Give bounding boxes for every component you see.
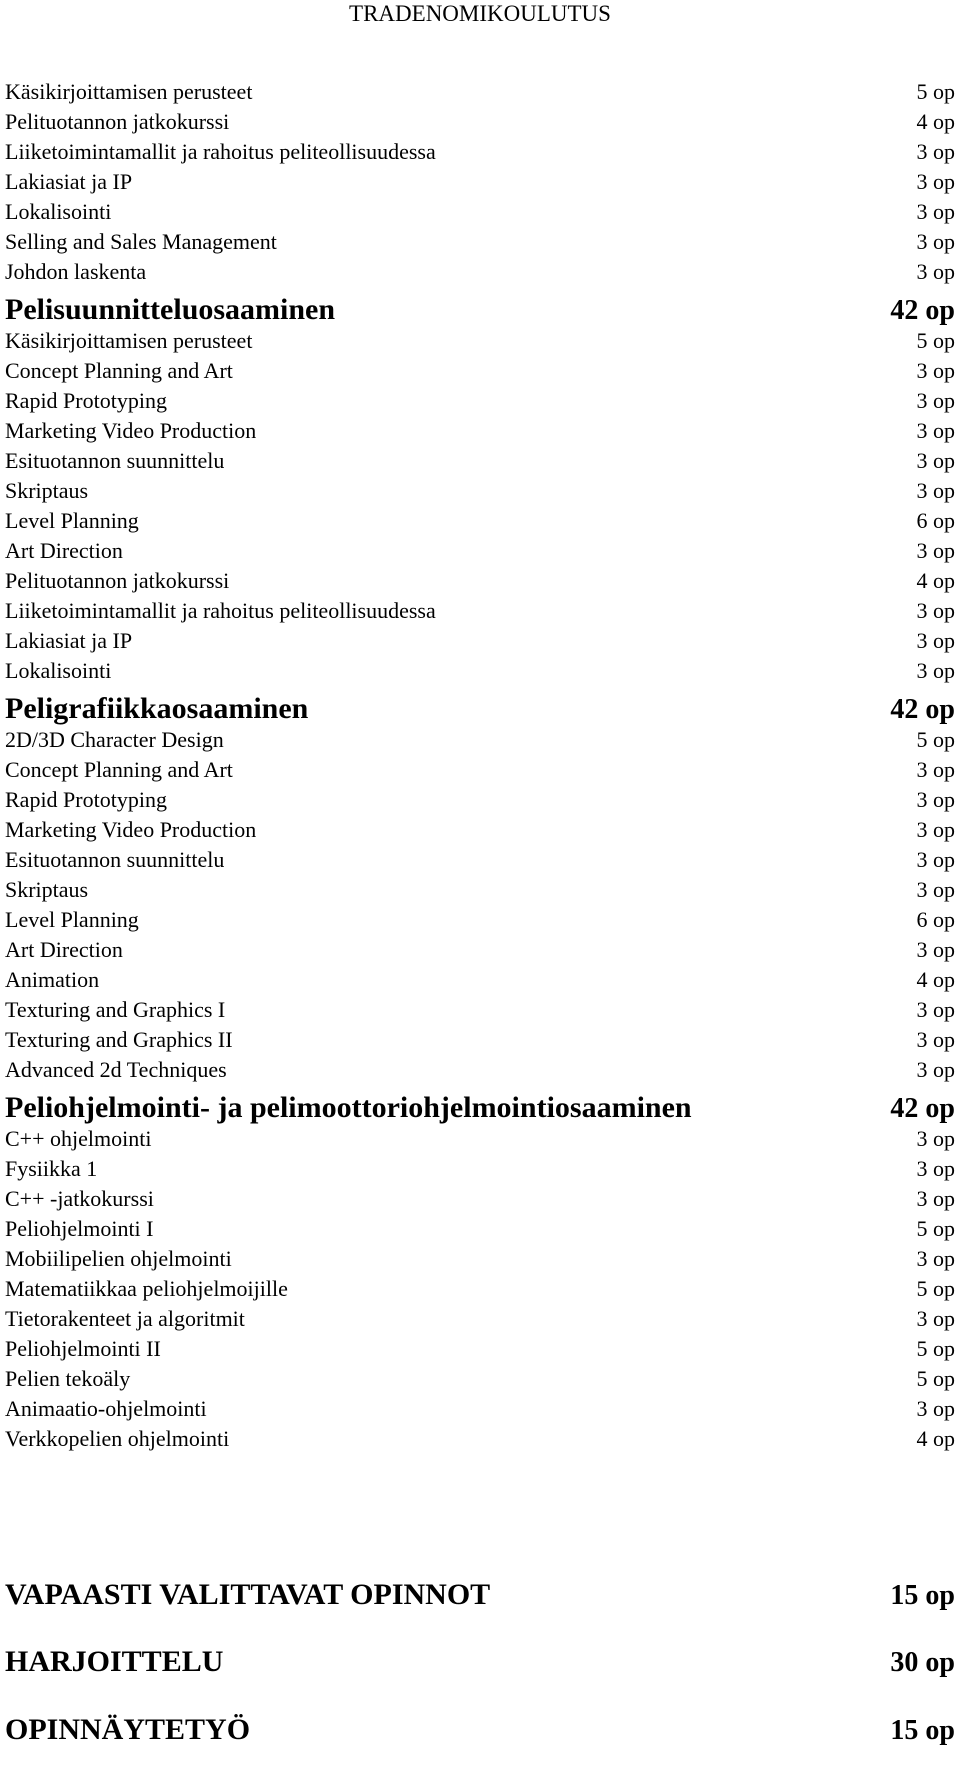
course-name: Marketing Video Production xyxy=(5,418,257,443)
course-name: Peliohjelmointi II xyxy=(5,1336,161,1361)
course-credits: 5 op xyxy=(916,727,955,752)
course-row xyxy=(5,386,955,416)
course-credits: 3 op xyxy=(916,388,955,413)
course-row xyxy=(5,626,955,656)
course-row xyxy=(5,656,955,686)
section-title: Peligrafiikkaosaaminen xyxy=(5,692,309,725)
course-credits: 5 op xyxy=(916,1276,955,1301)
course-name: Skriptaus xyxy=(5,877,89,902)
summary-title: HARJOITTELU xyxy=(5,1645,224,1678)
course-name: Pelituotannon jatkokurssi xyxy=(5,109,230,134)
summary-credits: 15 op xyxy=(890,1580,955,1611)
course-row xyxy=(5,1244,955,1274)
course-credits: 3 op xyxy=(916,229,955,254)
course-name: Skriptaus xyxy=(5,478,89,503)
section-title: Peliohjelmointi- ja pelimoottoriohjelmointiosaaminen xyxy=(5,1091,692,1124)
course-name: Level Planning xyxy=(5,907,139,932)
course-credits: 3 op xyxy=(916,538,955,563)
course-name: Lakiasiat ja IP xyxy=(5,628,133,653)
course-row xyxy=(5,1364,955,1394)
section-header xyxy=(5,294,955,326)
course-row xyxy=(5,755,955,785)
course-credits: 3 op xyxy=(916,1396,955,1421)
course-name: Lakiasiat ja IP xyxy=(5,169,133,194)
course-row xyxy=(5,476,955,506)
summary-credits: 15 op xyxy=(890,1715,955,1746)
course-credits: 3 op xyxy=(916,169,955,194)
course-row xyxy=(5,356,955,386)
course-credits: 3 op xyxy=(916,418,955,443)
course-row xyxy=(5,785,955,815)
course-row xyxy=(5,845,955,875)
course-row xyxy=(5,227,955,257)
course-name: C++ ohjelmointi xyxy=(5,1126,152,1151)
course-credits: 3 op xyxy=(916,1156,955,1181)
course-name: Selling and Sales Management xyxy=(5,229,277,254)
course-credits: 3 op xyxy=(916,1126,955,1151)
course-credits: 3 op xyxy=(916,877,955,902)
course-section xyxy=(5,693,955,1085)
course-credits: 5 op xyxy=(916,79,955,104)
course-credits: 5 op xyxy=(916,1366,955,1391)
course-credits: 3 op xyxy=(916,448,955,473)
course-name: Johdon laskenta xyxy=(5,259,147,284)
course-credits: 3 op xyxy=(916,598,955,623)
course-row xyxy=(5,107,955,137)
course-credits: 3 op xyxy=(916,658,955,683)
course-row xyxy=(5,1025,955,1055)
course-name: Concept Planning and Art xyxy=(5,757,233,782)
summary-row-internship xyxy=(5,1645,955,1679)
course-name: Fysiikka 1 xyxy=(5,1156,98,1181)
course-row xyxy=(5,1334,955,1364)
course-credits: 4 op xyxy=(916,109,955,134)
course-row xyxy=(5,536,955,566)
summary-row-thesis xyxy=(5,1713,955,1747)
course-row xyxy=(5,995,955,1025)
course-row xyxy=(5,1394,955,1424)
course-row xyxy=(5,416,955,446)
course-credits: 3 op xyxy=(916,1186,955,1211)
course-name: Art Direction xyxy=(5,937,123,962)
course-credits: 3 op xyxy=(916,787,955,812)
course-row xyxy=(5,725,955,755)
course-row xyxy=(5,137,955,167)
course-list xyxy=(5,77,955,1454)
course-row xyxy=(5,1274,955,1304)
course-credits: 3 op xyxy=(916,847,955,872)
course-row xyxy=(5,326,955,356)
course-credits: 3 op xyxy=(916,139,955,164)
course-name: Lokalisointi xyxy=(5,199,112,224)
course-name: Art Direction xyxy=(5,538,123,563)
course-name: Esituotannon suunnittelu xyxy=(5,847,225,872)
course-name: Marketing Video Production xyxy=(5,817,257,842)
course-name: Liiketoimintamallit ja rahoitus peliteollisuudessa xyxy=(5,598,436,623)
course-credits: 4 op xyxy=(916,568,955,593)
course-credits: 3 op xyxy=(916,817,955,842)
course-credits: 6 op xyxy=(916,508,955,533)
course-credits: 3 op xyxy=(916,937,955,962)
course-row xyxy=(5,1304,955,1334)
section-header xyxy=(5,693,955,725)
course-credits: 5 op xyxy=(916,1336,955,1361)
course-name: Peliohjelmointi I xyxy=(5,1216,154,1241)
course-name: Tietorakenteet ja algoritmit xyxy=(5,1306,245,1331)
course-row xyxy=(5,167,955,197)
course-name: Pelien tekoäly xyxy=(5,1366,131,1391)
course-row xyxy=(5,77,955,107)
course-row xyxy=(5,815,955,845)
document-title: TRADENOMIKOULUTUS xyxy=(349,1,611,26)
course-row xyxy=(5,566,955,596)
course-credits: 3 op xyxy=(916,1306,955,1331)
section-credits: 42 op xyxy=(890,295,955,326)
course-row xyxy=(5,965,955,995)
course-row xyxy=(5,1154,955,1184)
course-name: Texturing and Graphics I xyxy=(5,997,226,1022)
course-section xyxy=(5,294,955,686)
course-row xyxy=(5,1124,955,1154)
course-name: Mobiilipelien ohjelmointi xyxy=(5,1246,232,1271)
course-name: Advanced 2d Techniques xyxy=(5,1057,227,1082)
summary-credits: 30 op xyxy=(890,1647,955,1678)
course-row xyxy=(5,1424,955,1454)
course-row xyxy=(5,1184,955,1214)
document-title-bar xyxy=(0,0,960,28)
course-credits: 3 op xyxy=(916,628,955,653)
section-credits: 42 op xyxy=(890,694,955,725)
course-name: Animaatio-ohjelmointi xyxy=(5,1396,207,1421)
course-name: Level Planning xyxy=(5,508,139,533)
course-name: Käsikirjoittamisen perusteet xyxy=(5,328,253,353)
course-name: Pelituotannon jatkokurssi xyxy=(5,568,230,593)
course-name: Käsikirjoittamisen perusteet xyxy=(5,79,253,104)
course-name: C++ -jatkokurssi xyxy=(5,1186,154,1211)
course-row xyxy=(5,197,955,227)
course-row xyxy=(5,1055,955,1085)
course-name: Texturing and Graphics II xyxy=(5,1027,233,1052)
course-name: Rapid Prototyping xyxy=(5,787,167,812)
summary-title: OPINNÄYTETYÖ xyxy=(5,1713,251,1746)
course-credits: 3 op xyxy=(916,997,955,1022)
section-title: Pelisuunnitteluosaaminen xyxy=(5,293,336,326)
summary-title: VAPAASTI VALITTAVAT OPINNOT xyxy=(5,1578,491,1611)
course-credits: 3 op xyxy=(916,478,955,503)
course-credits: 3 op xyxy=(916,1027,955,1052)
course-name: Animation xyxy=(5,967,100,992)
course-credits: 3 op xyxy=(916,1057,955,1082)
course-name: Esituotannon suunnittelu xyxy=(5,448,225,473)
course-row xyxy=(5,446,955,476)
course-credits: 5 op xyxy=(916,328,955,353)
course-row xyxy=(5,935,955,965)
course-row xyxy=(5,1214,955,1244)
course-credits: 5 op xyxy=(916,1216,955,1241)
course-name: Verkkopelien ohjelmointi xyxy=(5,1426,230,1451)
course-row xyxy=(5,257,955,287)
course-section xyxy=(5,77,955,287)
course-name: 2D/3D Character Design xyxy=(5,727,224,752)
course-name: Liiketoimintamallit ja rahoitus peliteollisuudessa xyxy=(5,139,436,164)
course-credits: 3 op xyxy=(916,259,955,284)
course-credits: 3 op xyxy=(916,757,955,782)
course-credits: 6 op xyxy=(916,907,955,932)
course-credits: 4 op xyxy=(916,967,955,992)
course-credits: 3 op xyxy=(916,1246,955,1271)
course-row xyxy=(5,506,955,536)
course-row xyxy=(5,596,955,626)
course-credits: 3 op xyxy=(916,199,955,224)
course-name: Concept Planning and Art xyxy=(5,358,233,383)
course-section xyxy=(5,1092,955,1454)
section-header xyxy=(5,1092,955,1124)
course-name: Rapid Prototyping xyxy=(5,388,167,413)
course-credits: 4 op xyxy=(916,1426,955,1451)
course-credits: 3 op xyxy=(916,358,955,383)
course-row xyxy=(5,905,955,935)
course-name: Lokalisointi xyxy=(5,658,112,683)
summary-row-electives xyxy=(5,1578,955,1612)
course-row xyxy=(5,875,955,905)
section-credits: 42 op xyxy=(890,1093,955,1124)
course-name: Matematiikkaa peliohjelmoijille xyxy=(5,1276,288,1301)
